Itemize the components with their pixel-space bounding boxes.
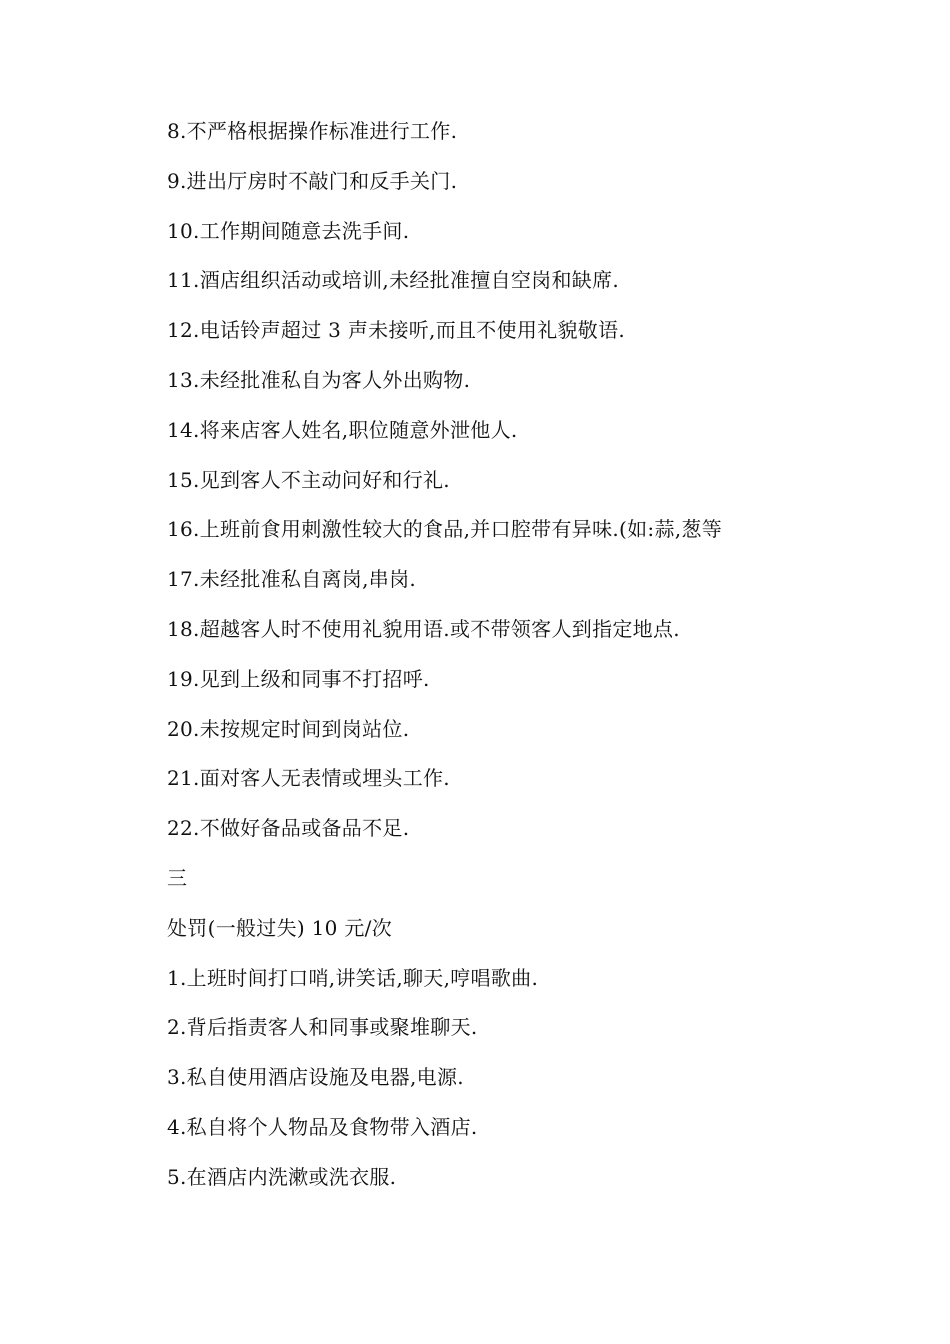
rule-item-17: 17.未经批准私自离岗,串岗. [167,567,417,592]
rule-item-11: 11.酒店组织活动或培训,未经批准擅自空岗和缺席. [167,268,620,293]
rule-item-22: 22.不做好备品或备品不足. [167,816,410,841]
rule-item-13: 13.未经批准私自为客人外出购物. [167,367,471,392]
rule-item-19: 19.见到上级和同事不打招呼. [167,666,430,691]
minor-item-3: 3.私自使用酒店设施及电器,电源. [167,1065,464,1090]
minor-item-5: 5.在酒店内洗漱或洗衣服. [167,1164,397,1189]
minor-item-1: 1.上班时间打口哨,讲笑话,聊天,哼唱歌曲. [167,965,539,990]
rule-item-9: 9.进出厅房时不敲门和反手关门. [167,168,458,193]
document-body [167,118,847,1214]
rule-item-18: 18.超越客人时不使用礼貌用语.或不带领客人到指定地点. [167,616,680,641]
rule-item-10: 10.工作期间随意去洗手间. [167,218,410,243]
rule-item-8: 8.不严格根据操作标准进行工作. [167,119,458,143]
rule-item-12: 12.电话铃声超过 3 声未接听,而且不使用礼貌敬语. [167,318,626,343]
section-heading: 三 [167,865,188,890]
rule-item-15: 15.见到客人不主动问好和行礼. [167,467,450,492]
rule-item-14: 14.将来店客人姓名,职位随意外泄他人. [167,417,518,442]
minor-item-2: 2.背后指责客人和同事或聚堆聊天. [167,1015,478,1040]
penalty-heading: 处罚(一般过失) 10 元/次 [167,915,393,940]
rule-item-16: 16.上班前食用刺激性较大的食品,并口腔带有异味.(如:蒜,葱等 [167,517,723,542]
minor-item-4: 4.私自将个人物品及食物带入酒店. [167,1114,478,1139]
rule-item-21: 21.面对客人无表情或埋头工作. [167,766,450,791]
rule-item-20: 20.未按规定时间到岗站位. [167,716,410,741]
